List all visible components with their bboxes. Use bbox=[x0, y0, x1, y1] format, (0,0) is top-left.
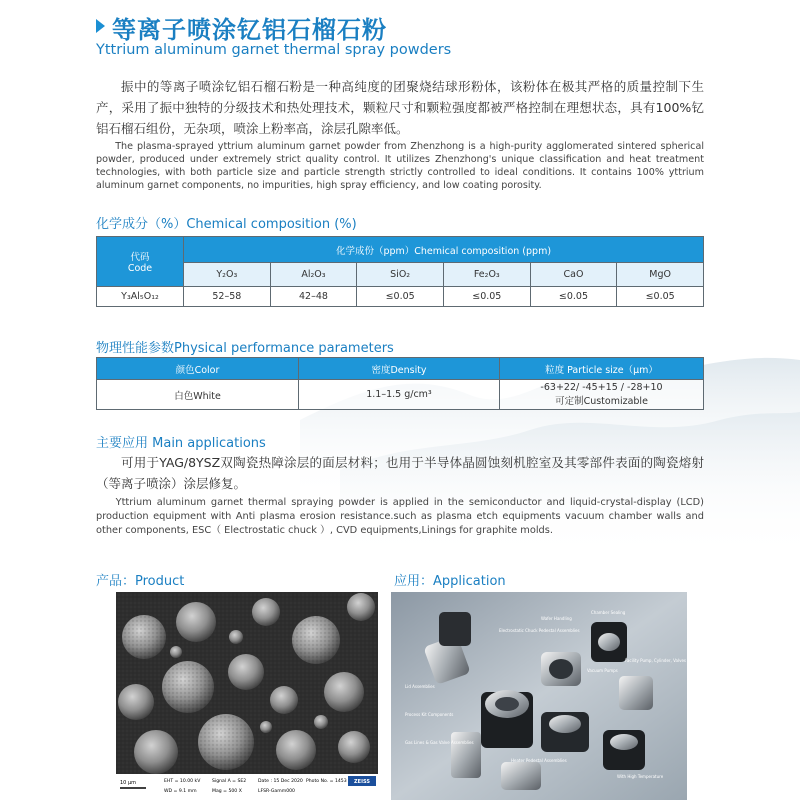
product-heading: 产品：Product bbox=[96, 574, 185, 589]
sem-info-bar bbox=[116, 774, 378, 800]
label-heater-pedestal: Heater Pedestal Assemblies bbox=[511, 758, 567, 763]
sem-signal: Signal A = SE2 bbox=[212, 779, 247, 784]
application-heading: 应用：Application bbox=[394, 574, 506, 589]
zeiss-logo-text: ZEISS bbox=[354, 779, 370, 785]
sem-eht: EHT = 10.00 kV bbox=[164, 779, 201, 784]
application-illustration bbox=[391, 592, 687, 800]
label-facility-pump: Facility Pump, Cylinder, Valves bbox=[625, 658, 686, 663]
application-image bbox=[391, 592, 687, 800]
code-header-cell bbox=[97, 237, 184, 287]
applications-paragraph-en: Yttrium aluminum garnet thermal spraying powder is applied in the semiconductor and liquid-crystal-display (LCD) production equipment with Anti plasma erosion resistance.such as plasma etch equipments vacuum chamber walls and other components, ESC（ Electrostatic chuck ）, CVD equipments,Linings for graphite molds. bbox=[96, 497, 704, 536]
physical-parameters-heading: 物理性能参数Physical performance parameters bbox=[96, 341, 394, 356]
code-header-en: Code bbox=[127, 263, 153, 274]
page-title-en: Yttrium aluminum garnet thermal spray powders bbox=[96, 42, 452, 58]
column-header: Fe₂O₃ bbox=[443, 263, 530, 287]
product-sem-image bbox=[116, 592, 378, 800]
sem-photo-no: Photo No. = 1453 bbox=[306, 779, 347, 784]
page-title-cn: 等离子喷涂钇铝石榴石粉 bbox=[112, 16, 387, 44]
particle-size-line1: -63+22/ -45+15 / -28+10 bbox=[540, 382, 663, 393]
intro-paragraph-cn: 振中的等离子喷涂钇铝石榴石粉是一种高纯度的团聚烧结球形粉体，该粉体在极其严格的质量控制下生产，采用了振中独特的分级技术和热处理技术，颗粒尺寸和颗粒强度都被严格控制在理想状态，具有100%钇铝石榴石组份，无杂项，喷涂上粉率高，涂层孔隙率低。 bbox=[96, 79, 704, 136]
color-value: 白色White bbox=[97, 380, 299, 410]
column-header: SiO₂ bbox=[357, 263, 444, 287]
label-esc-pedestal: Electrostatic Chuck Pedestal Assemblies bbox=[499, 628, 580, 633]
value-cell: ≤0.05 bbox=[530, 287, 617, 307]
column-header: Y₂O₃ bbox=[184, 263, 271, 287]
density-header: 密度Density bbox=[299, 358, 500, 380]
label-vacuum-pumps: Vacuum Pumps bbox=[587, 668, 618, 673]
applications-paragraph-cn: 可用于YAG/8YSZ双陶瓷热障涂层的面层材料；也用于半导体晶圆蚀刻机腔室及其零部件表面的陶瓷熔射（等离子喷涂）涂层修复。 bbox=[96, 455, 704, 491]
physical-parameters-table bbox=[96, 357, 704, 410]
particle-size-line2: 可定制Customizable bbox=[555, 396, 648, 407]
intro-paragraph-en: The plasma-sprayed yttrium aluminum garnet powder from Zhenzhong is a high-purity agglomerated sintered spherical powder, produced under extremely strict quality control. It utilizes Zhenzhong's unique classification and heat treatment technologies, with both particle size and particle strength strictly controlled to ideal conditions. It contains 100% yttrium aluminum garnet components, no impurities, high spray efficiency, and low coating porosity. bbox=[96, 141, 704, 191]
column-header: MgO bbox=[617, 263, 704, 287]
column-header: CaO bbox=[530, 263, 617, 287]
row-code-cell: Y₃Al₅O₁₂ bbox=[97, 287, 184, 307]
title-arrow-icon bbox=[96, 19, 105, 33]
code-header-cn: 代码 bbox=[130, 252, 150, 263]
chemical-composition-heading: 化学成分（%）Chemical composition (%) bbox=[96, 217, 357, 232]
sem-mag: Mag = 500 X bbox=[212, 789, 242, 794]
chemical-composition-table bbox=[96, 236, 704, 307]
color-header: 颜色Color bbox=[97, 358, 299, 380]
label-high-temperature: With High Temperature bbox=[617, 774, 664, 779]
sem-date: Date : 15 Dec 2020 bbox=[258, 779, 303, 784]
label-lid-assemblies: Lid Assemblies bbox=[405, 684, 435, 689]
value-cell: ≤0.05 bbox=[443, 287, 530, 307]
value-cell: ≤0.05 bbox=[357, 287, 444, 307]
value-cell: 52–58 bbox=[184, 287, 271, 307]
value-cell: 42–48 bbox=[270, 287, 357, 307]
value-cell: ≤0.05 bbox=[617, 287, 704, 307]
particle-size-header: 粒度 Particle size（μm） bbox=[500, 358, 704, 380]
sem-file: LFSR-Gamm000 bbox=[258, 789, 295, 794]
sem-wd: WD = 9.1 mm bbox=[164, 789, 197, 794]
composition-group-header: 化学成份（ppm）Chemical composition (ppm) bbox=[184, 237, 704, 263]
column-header: Al₂O₃ bbox=[270, 263, 357, 287]
label-wafer-handling: Wafer Handling bbox=[541, 616, 572, 621]
label-chamber-sealing: Chamber Sealing bbox=[591, 610, 626, 615]
label-process-kit: Process Kit Components bbox=[405, 712, 454, 717]
label-gas-lines: Gas Lines & Gas Valve Assemblies bbox=[405, 740, 474, 745]
sem-micrograph bbox=[116, 592, 378, 800]
main-applications-heading: 主要应用 Main applications bbox=[96, 436, 266, 451]
particle-size-value bbox=[500, 380, 704, 410]
density-value: 1.1–1.5 g/cm³ bbox=[299, 380, 500, 410]
sem-scale-label: 10 μm bbox=[120, 780, 137, 786]
